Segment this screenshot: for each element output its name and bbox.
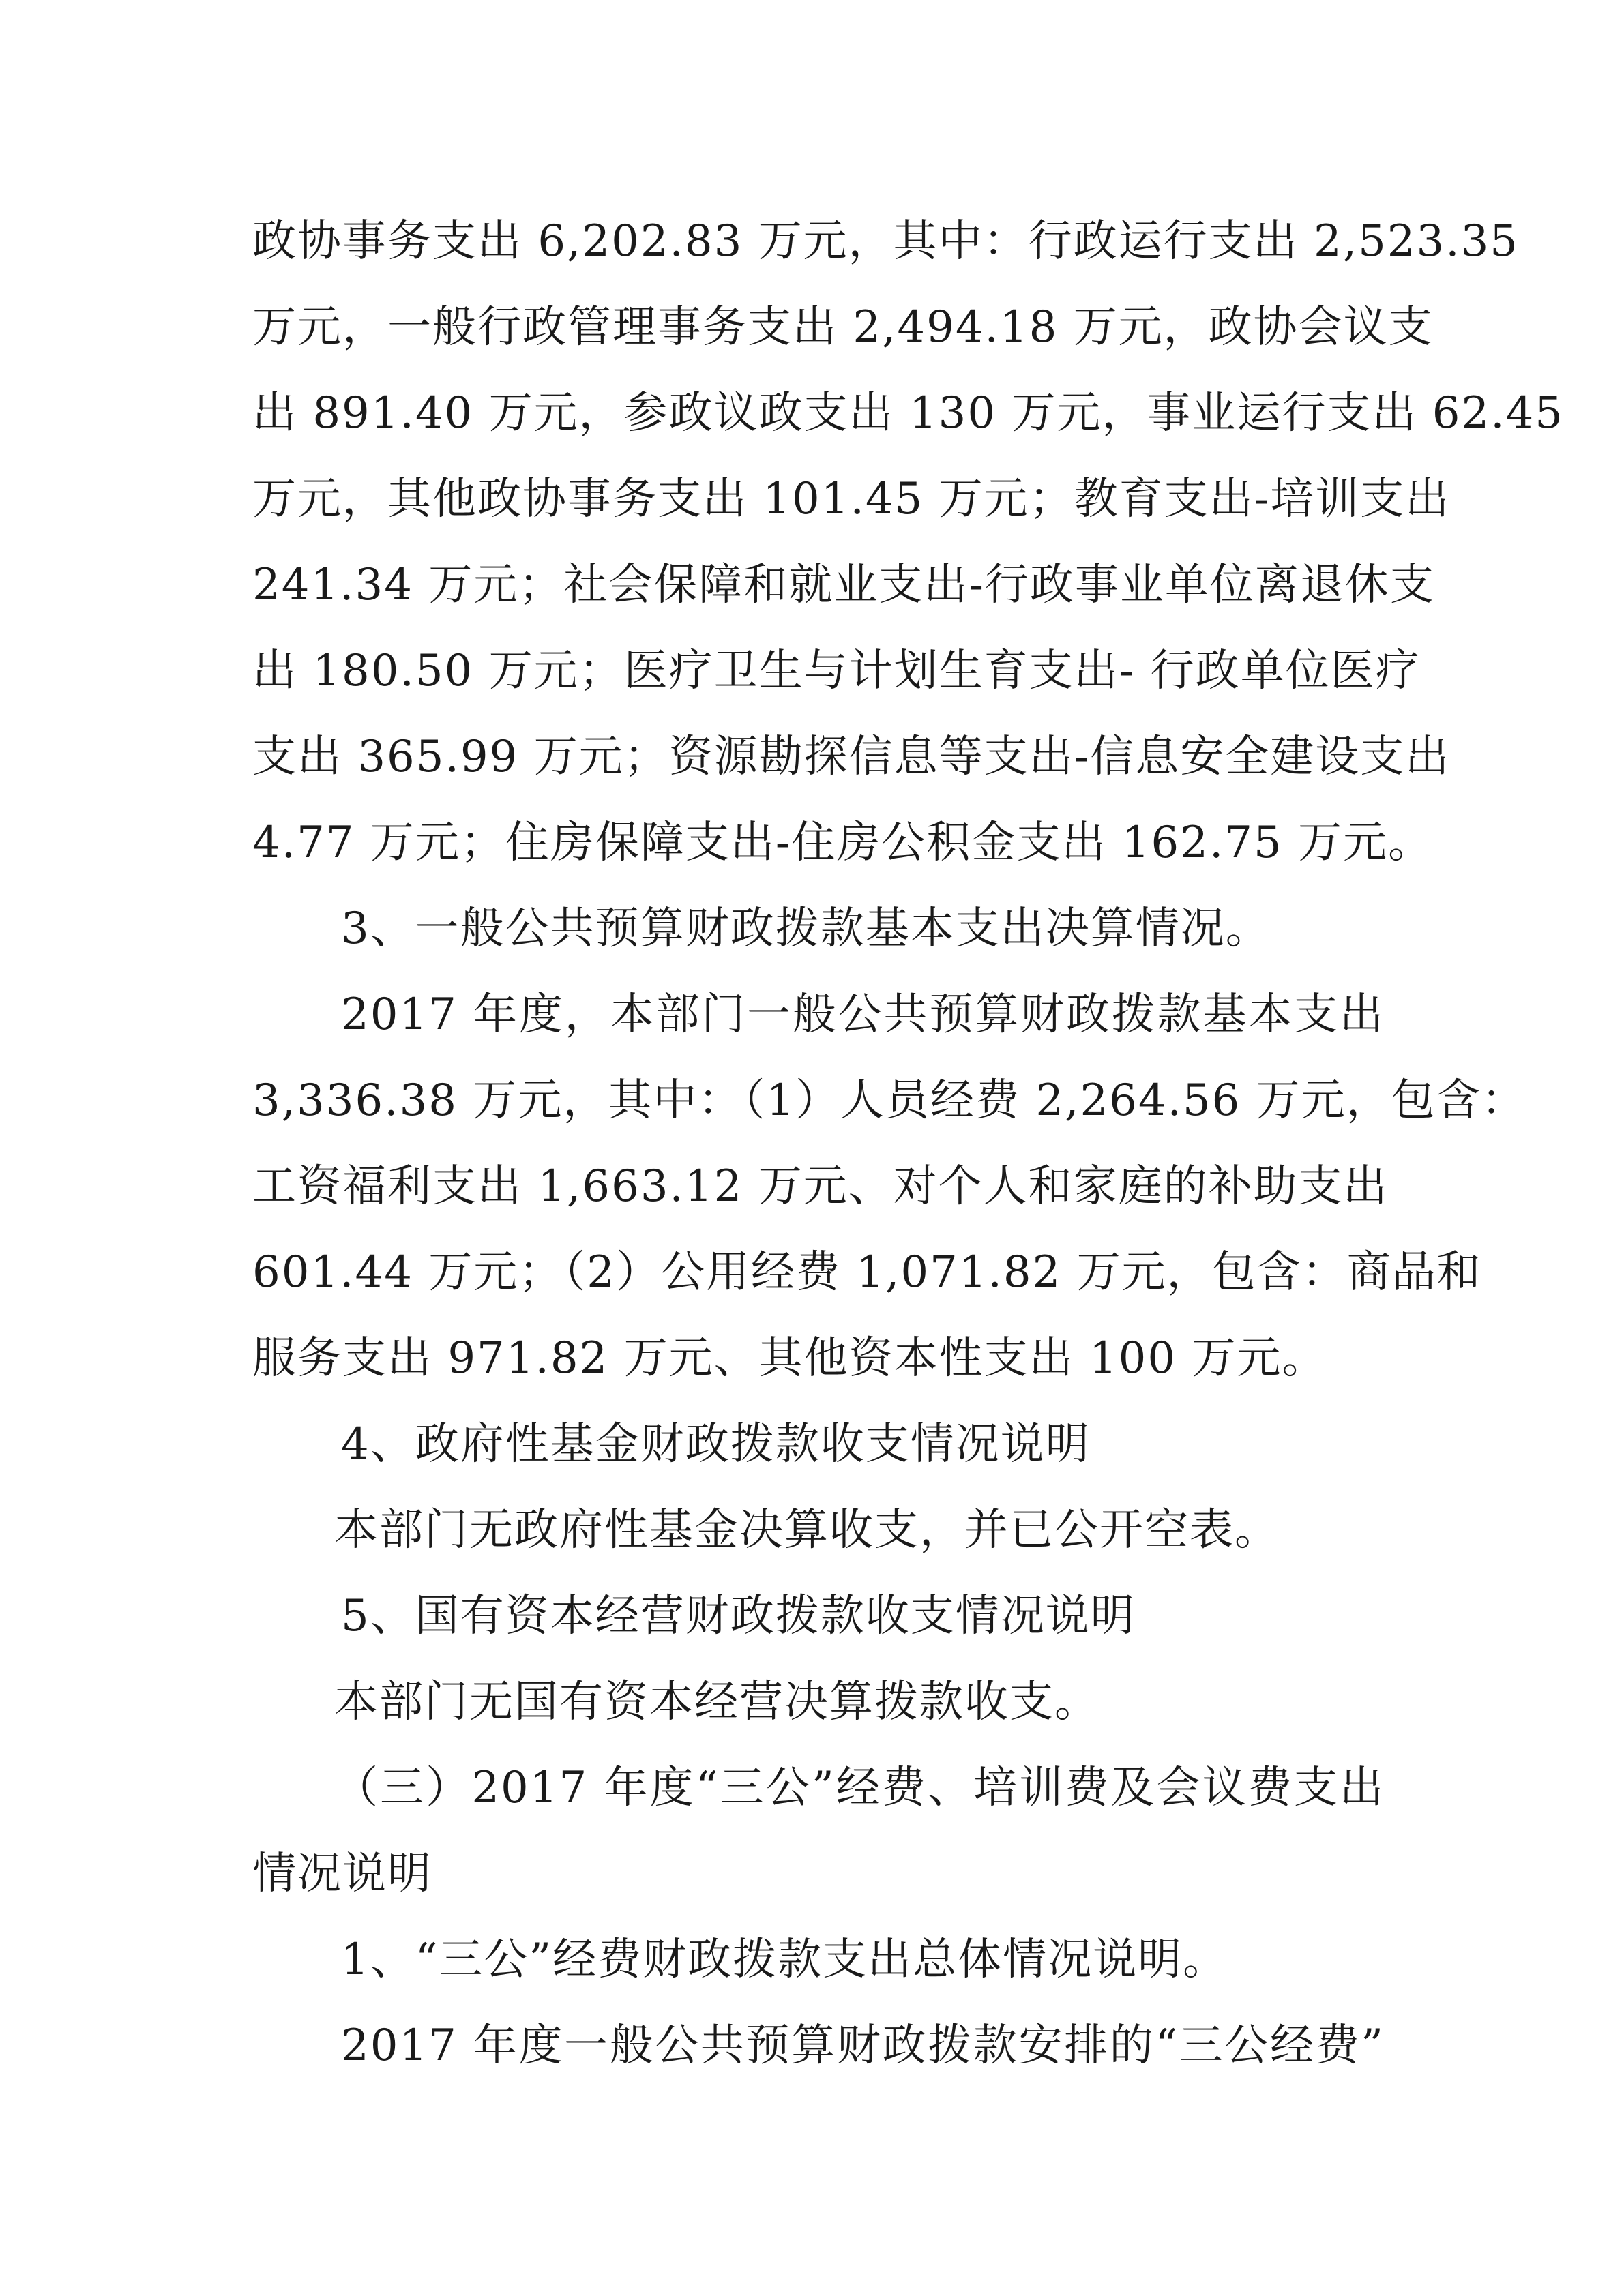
text-line-5: 241.34 万元；社会保障和就业支出-行政事业单位离退休支 xyxy=(252,560,1435,610)
text-line-11: 3,336.38 万元，其中：（1）人员经费 2,264.56 万元，包含： xyxy=(252,1075,1526,1126)
section-heading-three: （三）2017 年度“三公”经费、培训费及会议费支出 xyxy=(334,1763,1385,1813)
text-line-4: 万元，其他政协事务支出 101.45 万元；教育支出-培训支出 xyxy=(252,474,1451,524)
text-line-13: 601.44 万元；（2）公用经费 1,071.82 万元，包含：商品和 xyxy=(252,1247,1482,1298)
text-line-6: 出 180.50 万元；医疗卫生与计划生育支出- 行政单位医疗 xyxy=(252,646,1421,696)
text-line-7: 支出 365.99 万元；资源勘探信息等支出-信息安全建设支出 xyxy=(252,732,1451,782)
text-line-16: 本部门无政府性基金决算收支，并已公开空表。 xyxy=(334,1505,1280,1555)
section-heading-5: 5、国有资本经营财政拨款收支情况说明 xyxy=(341,1591,1136,1641)
text-line-22: 2017 年度一般公共预算财政拨款安排的“三公经费” xyxy=(341,2021,1385,2071)
subsection-heading-1: 1、“三公”经费财政拨款支出总体情况说明。 xyxy=(341,1935,1228,1985)
text-line-18: 本部门无国有资本经营决算拨款收支。 xyxy=(334,1677,1099,1727)
text-line-2: 万元，一般行政管理事务支出 2,494.18 万元，政协会议支 xyxy=(252,302,1434,353)
text-line-1: 政协事务支出 6,202.83 万元，其中：行政运行支出 2,523.35 xyxy=(252,216,1520,267)
text-line-10: 2017 年度，本部门一般公共预算财政拨款基本支出 xyxy=(341,989,1385,1040)
text-line-3: 出 891.40 万元，参政议政支出 130 万元，事业运行支出 62.45 xyxy=(252,388,1565,438)
section-heading-3: 3、一般公共预算财政拨款基本支出决算情况。 xyxy=(341,904,1271,954)
text-line-8: 4.77 万元；住房保障支出-住房公积金支出 162.75 万元。 xyxy=(252,818,1434,868)
text-line-12: 工资福利支出 1,663.12 万元、对个人和家庭的补助支出 xyxy=(252,1161,1389,1212)
text-line-14: 服务支出 971.82 万元、其他资本性支出 100 万元。 xyxy=(252,1333,1327,1384)
section-heading-4: 4、政府性基金财政拨款收支情况说明 xyxy=(341,1419,1091,1470)
text-line-20: 情况说明 xyxy=(252,1849,432,1899)
